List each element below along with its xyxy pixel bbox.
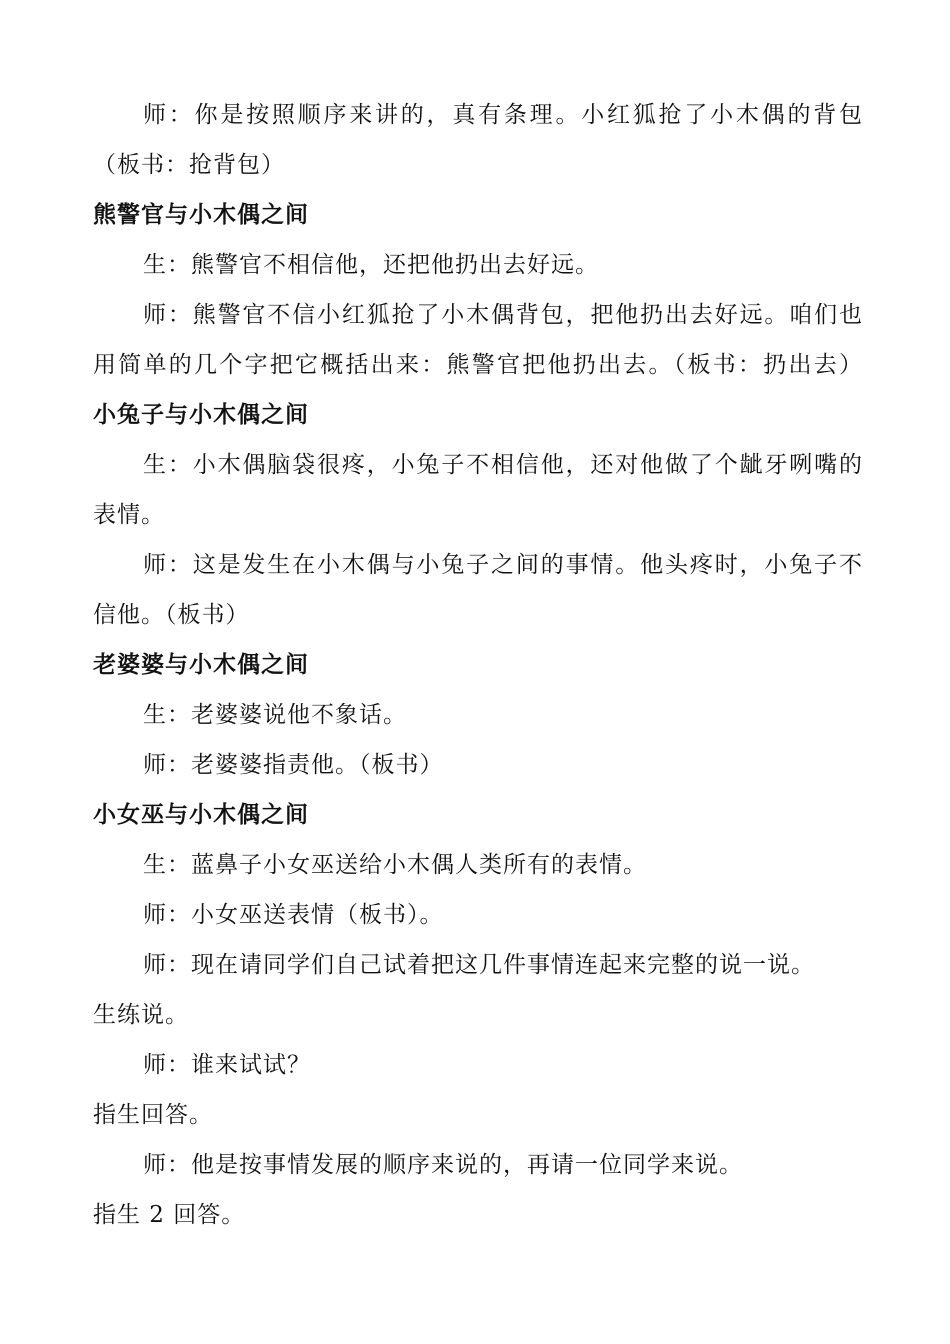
- paragraph-line: 生：蓝鼻子小女巫送给小木偶人类所有的表情。: [143, 852, 647, 878]
- paragraph-line: 用简单的几个字把它概括出来：熊警官把他扔出去。（板书：扔出去）: [93, 352, 863, 378]
- paragraph-line: 师：老婆婆指责他。（板书）: [143, 752, 444, 778]
- paragraph-line: 师：谁来试试？: [143, 1052, 311, 1078]
- paragraph-line: （板书：抢背包）: [93, 152, 285, 178]
- paragraph-line: 师：小女巫送表情（板书）。: [143, 902, 444, 928]
- paragraph-line: 师：现在请同学们自己试着把这几件事情连起来完整的说一说。: [143, 952, 815, 978]
- section-heading: 小兔子与小木偶之间: [93, 402, 309, 428]
- paragraph-line: 生：熊警官不相信他，还把他扔出去好远。: [143, 252, 599, 278]
- paragraph-line: 信他。（板书）: [93, 602, 250, 628]
- paragraph-line: 指生回答。: [93, 1102, 213, 1128]
- paragraph-line: 师：你是按照顺序来讲的，真有条理。小红狐抢了小木偶的背包: [143, 102, 863, 128]
- paragraph-line: 生练说。: [93, 1002, 189, 1028]
- section-heading: 小女巫与小木偶之间: [93, 802, 309, 828]
- document-page: [93, 90, 863, 1240]
- section-heading: 老婆婆与小木偶之间: [93, 652, 309, 678]
- section-heading: 熊警官与小木偶之间: [93, 202, 309, 228]
- paragraph-line: 师：这是发生在小木偶与小兔子之间的事情。他头疼时，小兔子不: [143, 552, 863, 578]
- paragraph-line: 生：小木偶脑袋很疼，小兔子不相信他，还对他做了个龇牙咧嘴的: [143, 452, 863, 478]
- paragraph-line: 生：老婆婆说他不象话。: [143, 702, 407, 728]
- paragraph-line: 指生 2 回答。: [93, 1202, 246, 1228]
- paragraph-line: 表情。: [93, 502, 165, 528]
- paragraph-line: 师：他是按事情发展的顺序来说的，再请一位同学来说。: [143, 1152, 743, 1178]
- paragraph-line: 师：熊警官不信小红狐抢了小木偶背包，把他扔出去好远。咱们也: [143, 302, 863, 328]
